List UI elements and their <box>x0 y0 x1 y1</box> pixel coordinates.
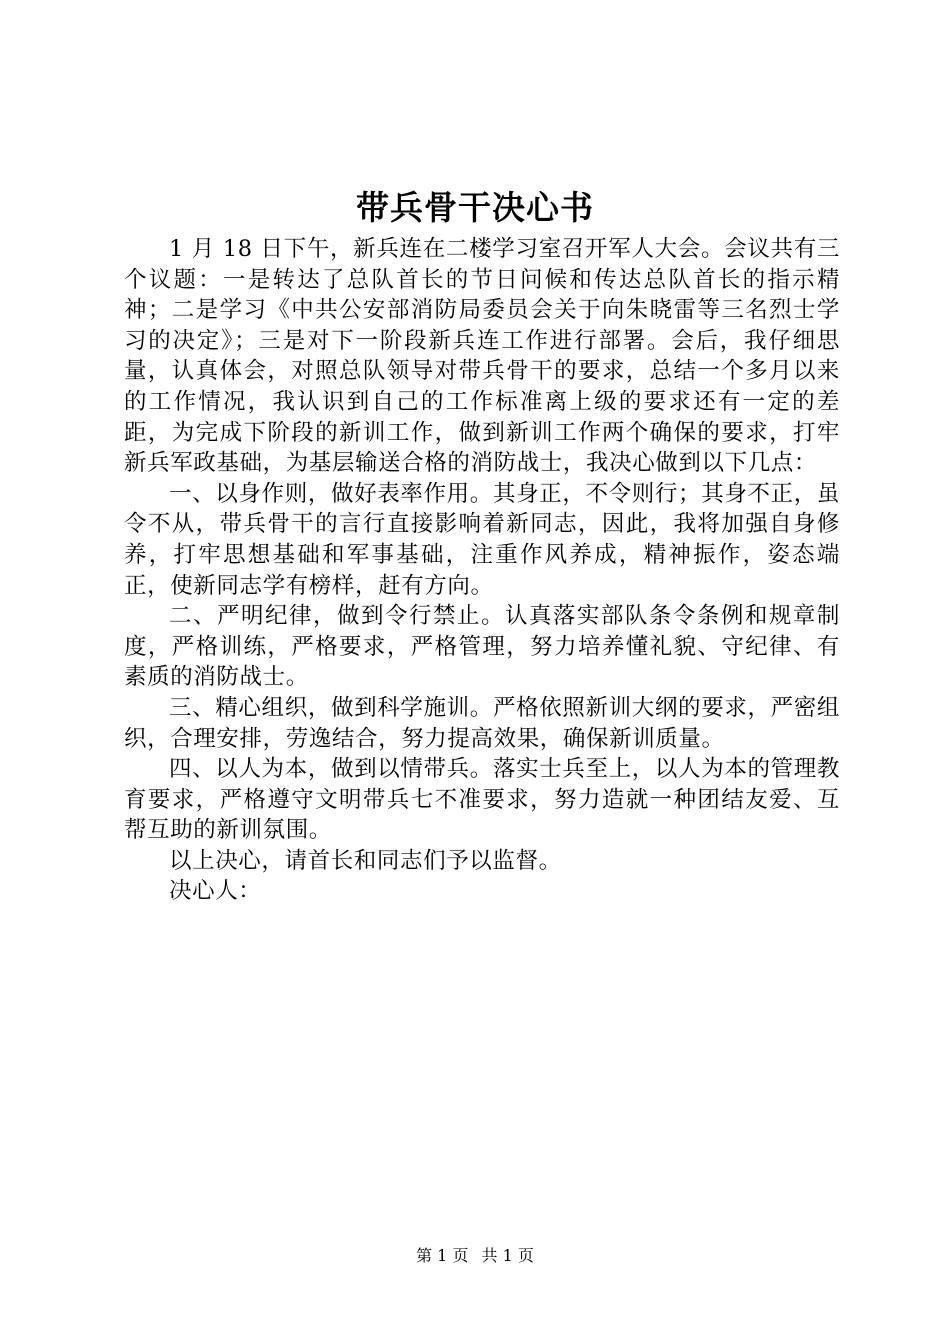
paragraph-closing: 以上决心，请首长和同志们予以监督。 <box>169 847 562 874</box>
signature-line: 决心人： <box>169 878 262 905</box>
paragraph-intro: 1 月 18 日下午，新兵连在二楼学习室召开军人大会。会议共有三个议题：一是转达了总队首长的节日问候和传达总队首长的指示精神；二是学习《中共公安部消防局委员会关于向朱晓雷等三名烈士学习的决定》；三是对下一阶段新兵连工作进行部署。会后，我仔细思量，认真体会，对照总队领导对带兵骨干的要求，总结一个多月以来的工作情况，我认识到自己的工作标准离上级的要求还有一定的差距，为完成下阶段的新训工作，做到新训工作两个确保的要求，打牢新兵军政基础，为基层输送合格的消防战士，我决心做到以下几点： <box>124 236 840 477</box>
paragraph-point-2: 二、严明纪律，做到令行禁止。认真落实部队条令条例和规章制度，严格训练，严格要求，严格管理，努力培养懂礼貌、守纪律、有素质的消防战士。 <box>124 603 840 691</box>
paragraph-point-1: 一、以身作则，做好表率作用。其身正，不令则行；其身不正，虽令不从，带兵骨干的言行直接影响着新同志，因此，我将加强自身修养，打牢思想基础和军事基础，注重作风养成，精神振作，姿态端正，使新同志学有榜样，赶有方向。 <box>124 480 840 599</box>
paragraph-point-3: 三、精心组织，做到科学施训。严格依照新训大纲的要求，严密组织，合理安排，劳逸结合，努力提高效果，确保新训质量。 <box>124 694 840 752</box>
paragraph-point-4: 四、以人为本，做到以情带兵。落实士兵至上，以人为本的管理教育要求，严格遵守文明带兵七不准要求，努力造就一种团结友爱、互帮互助的新训氛围。 <box>124 756 840 844</box>
document-body <box>124 234 840 907</box>
page-total: 共 1 页 <box>481 1246 534 1265</box>
page-number: 第 1 页 <box>416 1246 469 1265</box>
page-footer <box>0 1246 950 1266</box>
document-title: 带兵骨干决心书 <box>356 188 594 227</box>
